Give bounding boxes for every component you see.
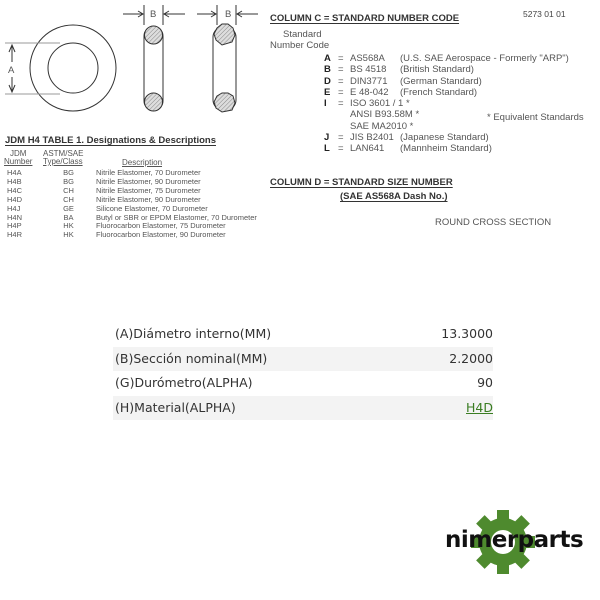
- jdm-number: H4B: [7, 176, 22, 186]
- dimension-b-label: B: [150, 9, 157, 20]
- designation-table: [7, 169, 257, 240]
- code-name: ISO 3601 / 1 *: [350, 98, 410, 110]
- type-class: BG: [63, 168, 74, 177]
- gear-tooth: [497, 510, 509, 522]
- equals: =: [338, 143, 344, 155]
- description: Fluorocarbon Elastomer, 75 Durometer: [96, 221, 226, 231]
- standard-code: [324, 53, 569, 64]
- number-code-label: Number Code: [270, 40, 330, 51]
- spec-row: [113, 347, 493, 372]
- code-letter: [324, 121, 338, 132]
- o-ring-diagram: [0, 0, 260, 125]
- code-letter: I: [324, 98, 327, 110]
- description: Nitrile Elastomer, 75 Durometer: [96, 185, 201, 195]
- standard-code-list: [324, 53, 569, 155]
- description: Fluorocarbon Elastomer, 90 Durometer: [96, 230, 226, 240]
- spec-value: 13.3000: [441, 326, 493, 341]
- spec-label: (B)Sección nominal(MM): [115, 350, 268, 366]
- code-letter: A: [324, 53, 331, 64]
- ring-side-view: [123, 5, 258, 112]
- column-d-title: COLUMN D = STANDARD SIZE NUMBER: [270, 177, 453, 188]
- jdm-number: H4N: [7, 212, 23, 222]
- code-description: (French Standard): [400, 86, 478, 98]
- nimerparts-logo: [445, 505, 585, 575]
- jdm-number: H4R: [7, 230, 23, 240]
- code-letter: D: [324, 75, 331, 87]
- equals: =: [338, 86, 344, 98]
- description: Butyl or SBR or EPDM Elastomer, 70 Durometer: [96, 212, 257, 222]
- col-header: Number: [4, 157, 33, 166]
- jdm-number: H4D: [7, 194, 23, 204]
- jdm-number: H4P: [7, 221, 22, 231]
- code-description: (Mannheim Standard): [400, 143, 492, 155]
- logo-text: nimerparts: [445, 527, 584, 553]
- spec-row: [113, 371, 493, 396]
- standard-code: [324, 143, 569, 154]
- spec-value: 2.2000: [449, 350, 493, 366]
- standard-code: [324, 87, 569, 98]
- jdm-number: H4J: [7, 203, 21, 213]
- code-name: DIN3771: [350, 75, 388, 87]
- code-name: BS 4518: [350, 64, 387, 76]
- dimension-a-label: A: [8, 65, 15, 76]
- code-letter: L: [324, 143, 330, 155]
- table-row: [7, 231, 257, 240]
- equals: =: [338, 75, 344, 87]
- cross-section-label: ROUND CROSS SECTION: [435, 217, 552, 228]
- standard-code: [324, 98, 569, 109]
- col-header: Type/Class: [43, 157, 83, 166]
- column-d-subtitle: (SAE AS568A Dash No.): [340, 191, 448, 202]
- code-name: AS568A: [350, 53, 385, 64]
- code-description: (British Standard): [400, 64, 474, 76]
- standard-code: [324, 76, 569, 87]
- standard-label: Standard: [283, 29, 322, 40]
- code-name: LAN641: [350, 143, 385, 155]
- description: Nitrile Elastomer, 70 Durometer: [96, 168, 201, 177]
- type-class: HK: [63, 230, 74, 240]
- type-class: BA: [63, 212, 74, 222]
- code-name: SAE MA2010 *: [350, 120, 414, 132]
- type-class: BG: [63, 176, 74, 186]
- code-letter: J: [324, 132, 330, 144]
- gear-tooth: [497, 562, 509, 574]
- description: Silicone Elastomer, 70 Durometer: [96, 203, 208, 213]
- col-header: Description: [122, 158, 163, 167]
- code-name: E 48-042: [350, 86, 389, 98]
- description: Nitrile Elastomer, 90 Durometer: [96, 194, 201, 204]
- code-name: JIS B2401: [350, 132, 394, 144]
- description: Nitrile Elastomer, 90 Durometer: [96, 176, 201, 186]
- specs-table: [113, 322, 493, 420]
- table-title: JDM H4 TABLE 1. Designations & Descriptions: [5, 135, 216, 146]
- equals: =: [338, 53, 344, 64]
- equals: =: [338, 132, 344, 144]
- material-link[interactable]: H4D: [466, 399, 493, 415]
- spec-row: [113, 396, 493, 421]
- jdm-number: H4C: [7, 185, 23, 195]
- spec-label: (H)Material(ALPHA): [115, 399, 236, 415]
- equals: [338, 109, 350, 120]
- code-description: (German Standard): [400, 75, 482, 87]
- code-description: (U.S. SAE Aerospace - Formerly "ARP"): [400, 53, 569, 64]
- equals: =: [338, 64, 344, 76]
- document-code: 5273 01 01: [523, 9, 566, 19]
- dimension-b-label-2: B: [225, 9, 232, 20]
- equals: [338, 121, 350, 132]
- type-class: CH: [63, 185, 74, 195]
- spec-label: (A)Diámetro interno(MM): [115, 326, 272, 341]
- standard-code: [324, 64, 569, 75]
- jdm-number: H4A: [7, 168, 22, 177]
- ring-top-view: [5, 25, 116, 111]
- type-class: GE: [63, 203, 74, 213]
- code-letter: B: [324, 64, 331, 76]
- spec-value: 90: [477, 375, 493, 390]
- code-letter: E: [324, 86, 331, 98]
- equals: =: [338, 98, 344, 110]
- standard-code: [324, 132, 569, 143]
- col-header: ASTM/SAE: [43, 149, 84, 158]
- equivalent-note: * Equivalent Standards: [487, 112, 584, 123]
- code-description: (Japanese Standard): [400, 132, 489, 144]
- col-header: JDM: [10, 149, 27, 158]
- spec-row: [113, 322, 493, 347]
- code-letter: [324, 109, 338, 120]
- type-class: CH: [63, 194, 74, 204]
- column-c-title: COLUMN C = STANDARD NUMBER CODE: [270, 13, 460, 24]
- code-name: ANSI B93.58M *: [350, 109, 420, 121]
- spec-label: (G)Durómetro(ALPHA): [115, 375, 253, 390]
- type-class: HK: [63, 221, 74, 231]
